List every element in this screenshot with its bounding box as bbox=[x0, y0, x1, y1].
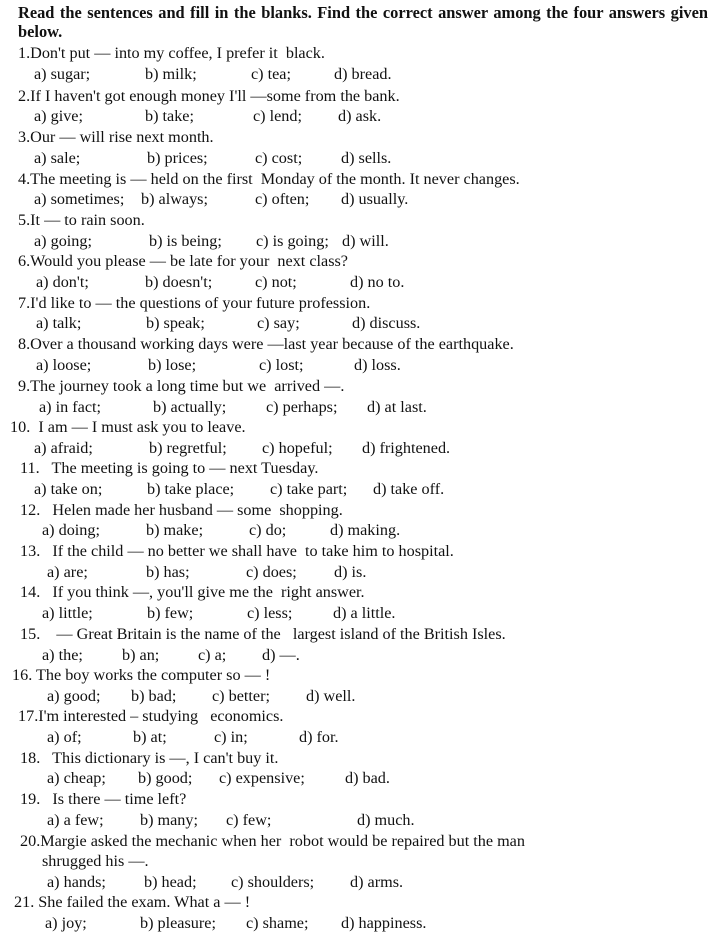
option: c) tea; bbox=[251, 65, 291, 83]
option: b) actually; bbox=[153, 398, 227, 416]
question-number: 21. bbox=[14, 893, 35, 911]
option: c) less; bbox=[247, 604, 293, 622]
question-text: This dictionary is —, I can't buy it. bbox=[52, 749, 279, 767]
option: d) happiness. bbox=[341, 914, 427, 932]
option: a) good; bbox=[47, 687, 101, 705]
option: c) perhaps; bbox=[266, 398, 338, 416]
option: c) shame; bbox=[246, 914, 309, 932]
question-21 bbox=[14, 892, 250, 912]
question-text: I'm interested – studying economics. bbox=[38, 707, 284, 725]
question-8 bbox=[18, 334, 514, 354]
option: a) give; bbox=[34, 107, 83, 125]
option: d) ask. bbox=[338, 107, 382, 125]
option: d) usually. bbox=[341, 190, 409, 208]
option: d) take off. bbox=[373, 480, 445, 498]
option: c) often; bbox=[255, 190, 310, 208]
option: b) bad; bbox=[131, 687, 177, 705]
option: d) frightened. bbox=[362, 439, 451, 457]
option: c) in; bbox=[214, 728, 248, 746]
option: d) a little. bbox=[333, 604, 396, 622]
option: d) sells. bbox=[341, 149, 392, 167]
question-number: 18. bbox=[20, 749, 41, 767]
question-number: 15. bbox=[20, 625, 41, 643]
question-3 bbox=[18, 127, 214, 147]
question-text: If I haven't got enough money I'll —some from the bank. bbox=[30, 87, 400, 105]
question-number: 1. bbox=[18, 44, 31, 62]
option: c) cost; bbox=[255, 149, 303, 167]
question-number: 12. bbox=[20, 501, 41, 519]
option: a) in fact; bbox=[39, 398, 102, 416]
option: c) lost; bbox=[259, 356, 304, 374]
option: c) shoulders; bbox=[231, 873, 315, 891]
question-2 bbox=[18, 86, 400, 106]
option: b) always; bbox=[141, 190, 208, 208]
option: c) do; bbox=[249, 521, 287, 539]
question-text: Margie asked the mechanic when her robot would be repaired but the man bbox=[40, 832, 525, 850]
option: a) loose; bbox=[36, 356, 92, 374]
option: d) at last. bbox=[367, 398, 427, 416]
option: a) don't; bbox=[36, 273, 89, 291]
question-text: It — to rain soon. bbox=[30, 211, 145, 229]
option: a) cheap; bbox=[47, 769, 106, 787]
option: a) joy; bbox=[45, 914, 87, 932]
option: a) of; bbox=[47, 728, 82, 746]
question-number: 2. bbox=[18, 87, 31, 105]
option: a) take on; bbox=[34, 480, 103, 498]
option: a) are; bbox=[47, 563, 88, 581]
option: a) doing; bbox=[42, 521, 100, 539]
question-text: I am — I must ask you to leave. bbox=[38, 418, 246, 436]
option: d) —. bbox=[262, 646, 300, 664]
option: b) make; bbox=[146, 521, 204, 539]
question-text: Our — will rise next month. bbox=[30, 128, 214, 146]
option: a) the; bbox=[42, 646, 83, 664]
option: b) good; bbox=[138, 769, 193, 787]
question-5 bbox=[18, 210, 145, 230]
question-text: I'd like to — the questions of your future profession. bbox=[30, 294, 371, 312]
question-number: 19. bbox=[20, 790, 41, 808]
option: a) going; bbox=[34, 232, 92, 250]
question-text: If the child — no better we shall have to take him to hospital. bbox=[52, 542, 454, 560]
question-15 bbox=[20, 624, 506, 644]
option: b) at; bbox=[133, 728, 167, 746]
question-number: 4. bbox=[18, 170, 31, 188]
option: c) few; bbox=[226, 811, 272, 829]
question-20-continued: shrugged his —. bbox=[42, 852, 149, 870]
question-number: 7. bbox=[18, 294, 31, 312]
option: b) take place; bbox=[147, 480, 235, 498]
question-number: 11. bbox=[20, 459, 40, 477]
question-19 bbox=[20, 789, 186, 809]
question-9 bbox=[18, 376, 344, 396]
question-text: — Great Britain is the name of the largest island of the British Isles. bbox=[56, 625, 506, 643]
option: b) is being; bbox=[149, 232, 222, 250]
option: a) a few; bbox=[47, 811, 104, 829]
question-text: The boy works the computer so — ! bbox=[36, 666, 271, 684]
question-4 bbox=[18, 169, 520, 189]
question-number: 8. bbox=[18, 335, 31, 353]
question-17 bbox=[18, 706, 283, 726]
question-number: 14. bbox=[20, 583, 41, 601]
option: c) not; bbox=[255, 273, 297, 291]
question-number: 16. bbox=[12, 666, 33, 684]
option: b) take; bbox=[145, 107, 194, 125]
option: b) has; bbox=[146, 563, 190, 581]
question-1 bbox=[18, 43, 325, 63]
option: d) arms. bbox=[350, 873, 404, 891]
question-number: 10. bbox=[10, 418, 31, 436]
option: a) little; bbox=[42, 604, 93, 622]
question-number: 17. bbox=[18, 707, 39, 725]
option: b) doesn't; bbox=[145, 273, 213, 291]
option: a) sale; bbox=[34, 149, 81, 167]
option: c) is going; bbox=[256, 232, 329, 250]
option: a) talk; bbox=[36, 314, 82, 332]
instructions-heading: Read the sentences and fill in the blanks. Find the correct answer among the four answers given below. bbox=[18, 3, 708, 41]
question-number: 3. bbox=[18, 128, 31, 146]
question-number: 20. bbox=[20, 832, 41, 850]
option: b) prices; bbox=[147, 149, 208, 167]
option: d) making. bbox=[330, 521, 401, 539]
question-number: 13. bbox=[20, 542, 41, 560]
question-text: Over a thousand working days were —last year because of the earthquake. bbox=[30, 335, 514, 353]
question-text: The meeting is going to — next Tuesday. bbox=[51, 459, 319, 477]
question-text: If you think —, you'll give me the right answer. bbox=[52, 583, 365, 601]
option: b) few; bbox=[147, 604, 194, 622]
option: b) lose; bbox=[148, 356, 197, 374]
option: d) no to. bbox=[350, 273, 405, 291]
option: a) afraid; bbox=[34, 439, 93, 457]
question-6 bbox=[18, 251, 348, 271]
option: d) is. bbox=[334, 563, 367, 581]
question-number: 5. bbox=[18, 211, 31, 229]
question-7 bbox=[18, 293, 370, 313]
option: d) discuss. bbox=[352, 314, 421, 332]
question-text: Helen made her husband — some shopping. bbox=[52, 501, 343, 519]
option: d) loss. bbox=[354, 356, 401, 374]
question-20 bbox=[20, 831, 525, 851]
option: c) expensive; bbox=[219, 769, 305, 787]
question-text: She failed the exam. What a — ! bbox=[38, 893, 251, 911]
question-18 bbox=[20, 748, 278, 768]
option: b) regretful; bbox=[149, 439, 227, 457]
option: d) for. bbox=[299, 728, 339, 746]
option: b) many; bbox=[140, 811, 198, 829]
option: b) an; bbox=[122, 646, 160, 664]
question-number: 6. bbox=[18, 252, 31, 270]
option: c) hopeful; bbox=[262, 439, 333, 457]
option: c) better; bbox=[212, 687, 270, 705]
option: c) take part; bbox=[270, 480, 348, 498]
option: d) will. bbox=[342, 232, 389, 250]
question-text: The meeting is — held on the first Monday of the month. It never changes. bbox=[30, 170, 520, 188]
question-text: Would you please — be late for your next class? bbox=[30, 252, 348, 270]
option: b) pleasure; bbox=[140, 914, 216, 932]
question-16 bbox=[12, 665, 270, 685]
question-text: Is there — time left? bbox=[52, 790, 187, 808]
question-text: Don't put — into my coffee, I prefer it black. bbox=[30, 44, 325, 62]
question-10 bbox=[10, 417, 246, 437]
option: c) lend; bbox=[253, 107, 302, 125]
option: a) hands; bbox=[47, 873, 106, 891]
question-text: The journey took a long time but we arrived —. bbox=[30, 377, 345, 395]
question-14 bbox=[20, 582, 365, 602]
option: d) bad. bbox=[345, 769, 390, 787]
option: d) much. bbox=[357, 811, 415, 829]
option: b) head; bbox=[144, 873, 197, 891]
option: c) does; bbox=[246, 563, 297, 581]
question-12 bbox=[20, 500, 343, 520]
option: c) say; bbox=[257, 314, 300, 332]
option: d) well. bbox=[306, 687, 356, 705]
question-11 bbox=[20, 458, 318, 478]
option: a) sugar; bbox=[34, 65, 91, 83]
question-number: 9. bbox=[18, 377, 31, 395]
option: c) a; bbox=[198, 646, 227, 664]
option: b) milk; bbox=[145, 65, 197, 83]
option: a) sometimes; bbox=[34, 190, 125, 208]
option: b) speak; bbox=[146, 314, 205, 332]
option: d) bread. bbox=[334, 65, 392, 83]
question-13 bbox=[20, 541, 454, 561]
